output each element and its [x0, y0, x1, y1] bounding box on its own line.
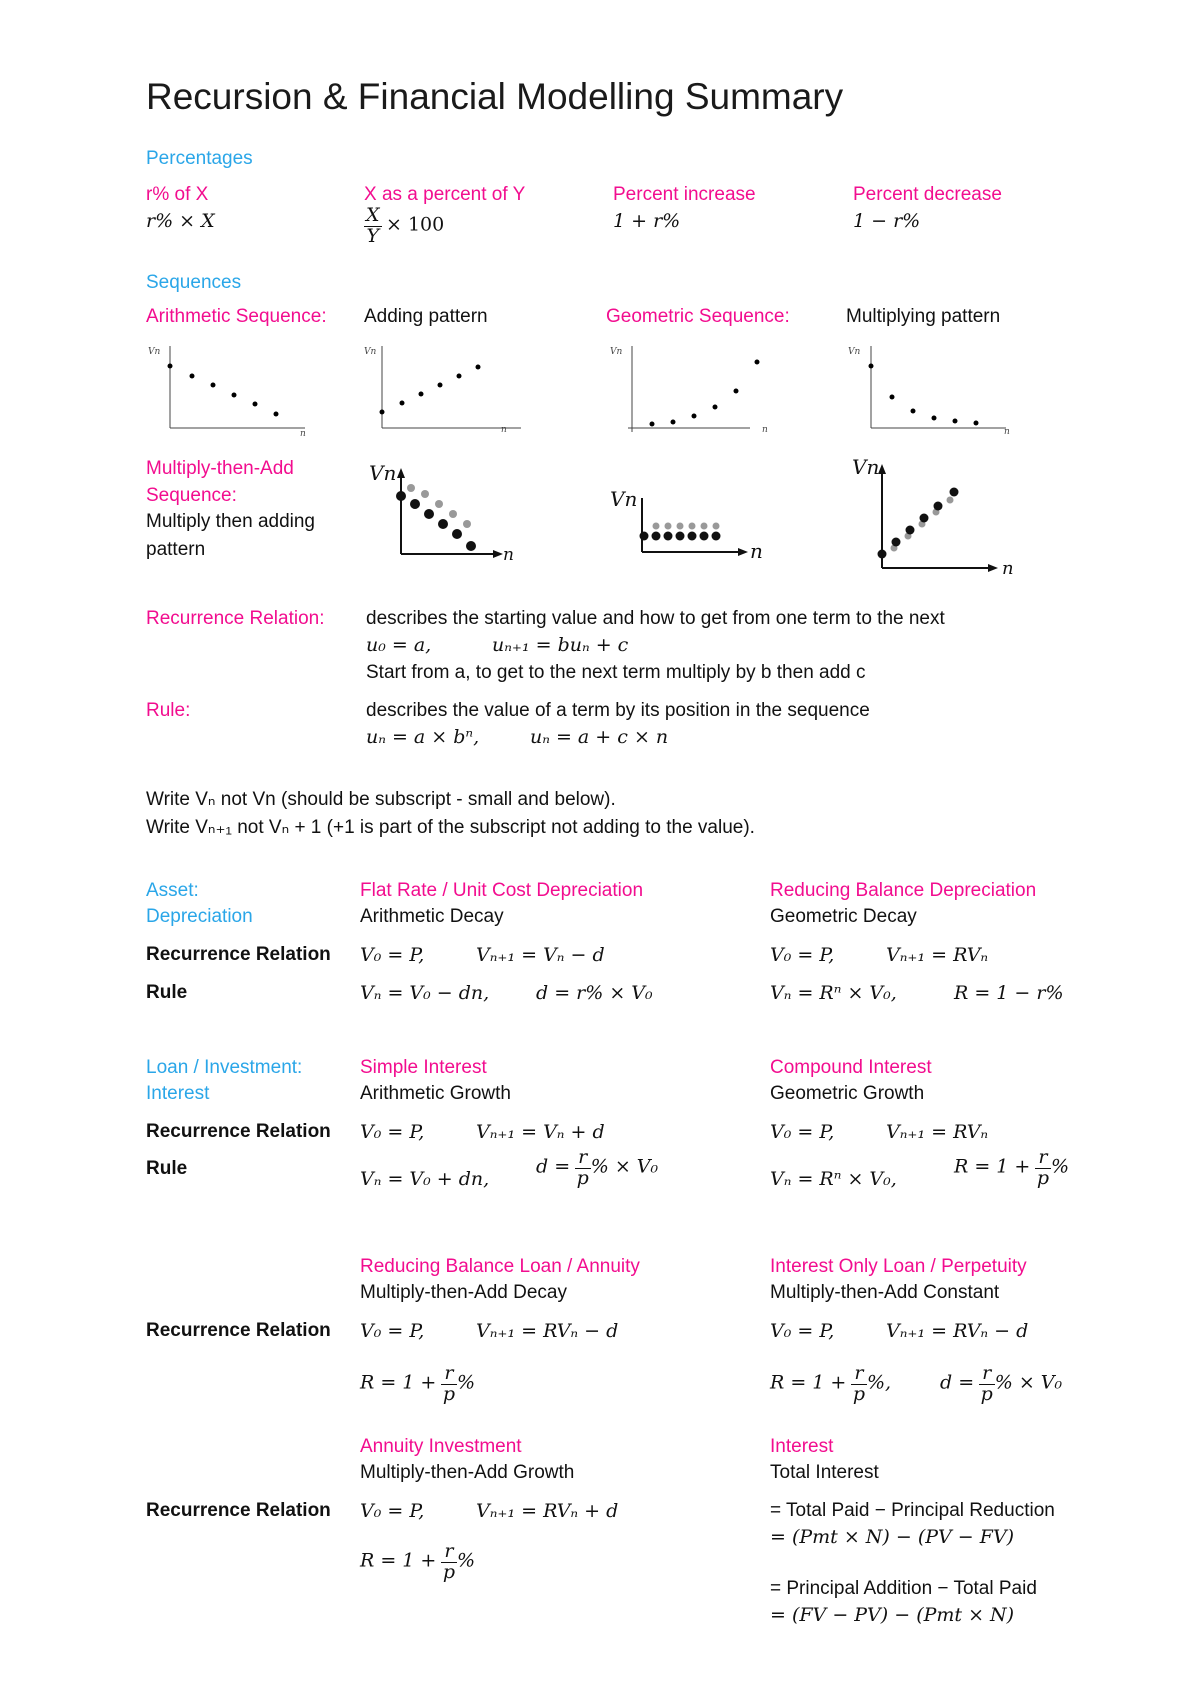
- depreciation-label-1: Asset:: [146, 880, 199, 901]
- percentages-heading: Percentages: [146, 148, 253, 169]
- rpercent-label: r% of X: [146, 184, 209, 205]
- total-interest-title: Interest: [770, 1436, 834, 1457]
- recurrence-note: Start from a, to get to the next term multiply by b then add c: [366, 662, 866, 683]
- reducing-title: Reducing Balance Depreciation: [770, 880, 1037, 901]
- loan-rr-label: Recurrence Relation: [146, 1320, 331, 1341]
- data-point: [713, 405, 718, 410]
- recurrence-formula-b: uₙ₊₁ = buₙ + c: [492, 634, 629, 656]
- data-point: [974, 421, 979, 426]
- simple-sub: Arithmetic Growth: [360, 1083, 511, 1104]
- axis-vn-label: Vn: [848, 347, 861, 357]
- axis-vn-label: Vn: [369, 461, 397, 485]
- mta-growth-graph: [840, 452, 1020, 582]
- simple-rr-b: Vₙ₊₁ = Vₙ + d: [476, 1121, 605, 1143]
- data-point: [755, 360, 760, 365]
- rule-desc: describes the value of a term by its position in the sequence: [366, 700, 870, 721]
- flat-rr-a: V₀ = P,: [360, 944, 425, 966]
- data-point: [211, 383, 216, 388]
- recurrence-formula-a: u₀ = a,: [366, 634, 432, 656]
- axis-n-label: n: [762, 425, 768, 435]
- rule-formula-a: uₙ = a × bⁿ,: [366, 726, 480, 748]
- data-point: [380, 410, 385, 415]
- axis-vn-label: Vn: [852, 455, 880, 479]
- data-point: [692, 414, 697, 419]
- reducing-sub: Geometric Decay: [770, 906, 917, 927]
- rule-formula-b: uₙ = a + c × n: [530, 726, 669, 748]
- perp-sub: Multiply-then-Add Constant: [770, 1282, 1000, 1303]
- int-rr-label: Recurrence Relation: [146, 1121, 331, 1142]
- annuity-rr-b: Vₙ₊₁ = RVₙ − d: [476, 1320, 619, 1342]
- simple-rule-a: Vₙ = V₀ + dn,: [360, 1168, 490, 1190]
- total-interest-line-1: = Total Paid − Principal Reduction: [770, 1500, 1055, 1521]
- perp-rr-a: V₀ = P,: [770, 1320, 835, 1342]
- interest-label-1: Loan / Investment:: [146, 1057, 303, 1078]
- rule-label: Rule:: [146, 700, 191, 721]
- total-interest-line-2: = (Pmt × N) − (PV − FV): [770, 1526, 1015, 1548]
- comp-rr-a: V₀ = P,: [770, 1121, 835, 1143]
- page-title: Recursion & Financial Modelling Summary: [146, 76, 844, 117]
- investment-rr-b: Vₙ₊₁ = RVₙ + d: [476, 1500, 619, 1522]
- axis-vn-label: Vn: [610, 347, 623, 357]
- arith-label: Arithmetic Sequence:: [146, 306, 327, 327]
- data-point: [253, 402, 258, 407]
- red-rule-a: Vₙ = Rⁿ × V₀,: [770, 982, 897, 1004]
- axis-vn-label: Vn: [148, 347, 161, 357]
- flat-rule-a: Vₙ = V₀ − dn,: [360, 982, 490, 1004]
- data-point: [168, 364, 173, 369]
- comp-rule-a: Vₙ = Rⁿ × V₀,: [770, 1168, 897, 1190]
- flat-sub: Arithmetic Decay: [360, 906, 504, 927]
- annuity-sub: Multiply-then-Add Decay: [360, 1282, 567, 1303]
- data-point: [734, 389, 739, 394]
- simple-rr-a: V₀ = P,: [360, 1121, 425, 1143]
- annuity-R-formula: R = 1 + $\frac{r}{p}$ %: [360, 1362, 476, 1405]
- mta-desc-2: pattern: [146, 539, 206, 560]
- axis-n-label: n: [503, 545, 514, 565]
- red-rr-b: Vₙ₊₁ = RVₙ: [886, 944, 989, 966]
- axis-n-label: n: [501, 425, 507, 435]
- compound-title: Compound Interest: [770, 1057, 932, 1078]
- arith-increasing-graph: [356, 336, 526, 436]
- data-point: [400, 401, 405, 406]
- mta-label-2: Sequence:: [146, 485, 237, 506]
- xpercent-num: X: [366, 204, 380, 226]
- axis-vn-label: Vn: [610, 487, 638, 511]
- mta-label-1: Multiply-then-Add: [146, 458, 294, 479]
- perp-R-formula: R = 1 + $\frac{r}{p}$ %,: [770, 1362, 892, 1405]
- recurrence-desc: describes the starting value and how to get from one term to the next: [366, 608, 945, 629]
- axis-vn-label: Vn: [364, 347, 377, 357]
- red-rr-a: V₀ = P,: [770, 944, 835, 966]
- compound-sub: Geometric Growth: [770, 1083, 925, 1104]
- total-interest-line-4: = (FV − PV) − (Pmt × N): [770, 1604, 1015, 1626]
- intermediate-points: [653, 523, 720, 530]
- interest-label-2: Interest: [146, 1083, 210, 1104]
- investment-rr-a: V₀ = P,: [360, 1500, 425, 1522]
- simple-title: Simple Interest: [360, 1057, 487, 1078]
- xpercent-formula: [364, 206, 444, 247]
- mta-constant-graph: [600, 476, 770, 566]
- xpercent-mult: × 100: [385, 213, 445, 236]
- xpercent-den: Y: [366, 224, 380, 247]
- comp-rr-b: Vₙ₊₁ = RVₙ: [886, 1121, 989, 1143]
- dep-rule-label: Rule: [146, 982, 188, 1003]
- perp-d-formula: d = $\frac{r}{p}$ % × V₀: [940, 1362, 1063, 1405]
- sequences-heading: Sequences: [146, 272, 242, 293]
- data-point: [438, 383, 443, 388]
- axis-n-label: n: [300, 429, 306, 436]
- data-point: [869, 364, 874, 369]
- increase-label: Percent increase: [613, 184, 756, 205]
- comp-rule-b: R = 1 + $\frac{r}{p}$ %: [954, 1146, 1070, 1189]
- mta-desc-1: Multiply then adding: [146, 511, 315, 532]
- arith-desc: Adding pattern: [364, 306, 488, 327]
- red-rule-b: R = 1 − r%: [954, 982, 1064, 1004]
- total-interest-line-3: = Principal Addition − Total Paid: [770, 1578, 1037, 1599]
- flat-title: Flat Rate / Unit Cost Depreciation: [360, 880, 644, 901]
- decrease-label: Percent decrease: [853, 184, 1002, 205]
- sequence-points: [878, 488, 959, 559]
- investment-sub: Multiply-then-Add Growth: [360, 1462, 575, 1483]
- data-point: [671, 420, 676, 425]
- geo-increasing-graph: [600, 336, 780, 436]
- note-line-1: Write Vₙ not Vn (should be subscript - small and below).: [146, 789, 616, 810]
- axis-n-label: n: [1004, 427, 1010, 436]
- perp-title: Interest Only Loan / Perpetuity: [770, 1256, 1027, 1277]
- xpercent-label: X as a percent of Y: [364, 184, 526, 205]
- simple-rule-b: d = $\frac{r}{p}$ % × V₀: [536, 1146, 659, 1189]
- data-point: [650, 422, 655, 427]
- increase-formula: 1 + r%: [613, 210, 681, 232]
- note-line-2: Write Vₙ₊₁ not Vₙ + 1 (+1 is part of the subscript not adding to the value).: [146, 817, 755, 838]
- perp-rr-b: Vₙ₊₁ = RVₙ − d: [886, 1320, 1029, 1342]
- flat-rule-b: d = r% × V₀: [536, 982, 653, 1004]
- annuity-title: Reducing Balance Loan / Annuity: [360, 1256, 640, 1277]
- total-interest-sub: Total Interest: [770, 1462, 879, 1483]
- flat-rr-b: Vₙ₊₁ = Vₙ − d: [476, 944, 605, 966]
- mta-decay-graph: [365, 456, 535, 566]
- sequence-points: [396, 491, 476, 551]
- annuity-rr-a: V₀ = P,: [360, 1320, 425, 1342]
- geo-label: Geometric Sequence:: [606, 306, 790, 327]
- int-rule-label: Rule: [146, 1158, 188, 1179]
- sequence-points: [640, 532, 721, 541]
- arith-decreasing-graph: [140, 336, 310, 436]
- data-point: [476, 365, 481, 370]
- data-point: [232, 393, 237, 398]
- rpercent-formula: r% × X: [146, 210, 215, 232]
- data-point: [274, 412, 279, 417]
- investment-rr-label: Recurrence Relation: [146, 1500, 331, 1521]
- decrease-formula: 1 − r%: [853, 210, 921, 232]
- dep-rr-label: Recurrence Relation: [146, 944, 331, 965]
- data-point: [953, 419, 958, 424]
- data-point: [932, 416, 937, 421]
- geo-desc: Multiplying pattern: [846, 306, 1001, 327]
- data-point: [890, 395, 895, 400]
- investment-title: Annuity Investment: [360, 1436, 522, 1457]
- depreciation-label-2: Depreciation: [146, 906, 253, 927]
- data-point: [911, 409, 916, 414]
- investment-R-formula: R = 1 + $\frac{r}{p}$ %: [360, 1540, 476, 1583]
- axis-n-label: n: [750, 539, 763, 563]
- data-point: [190, 374, 195, 379]
- data-point: [419, 392, 424, 397]
- recurrence-label: Recurrence Relation:: [146, 608, 325, 629]
- data-point: [457, 374, 462, 379]
- axis-n-label: n: [1002, 558, 1014, 579]
- geo-decreasing-graph: [836, 336, 1016, 436]
